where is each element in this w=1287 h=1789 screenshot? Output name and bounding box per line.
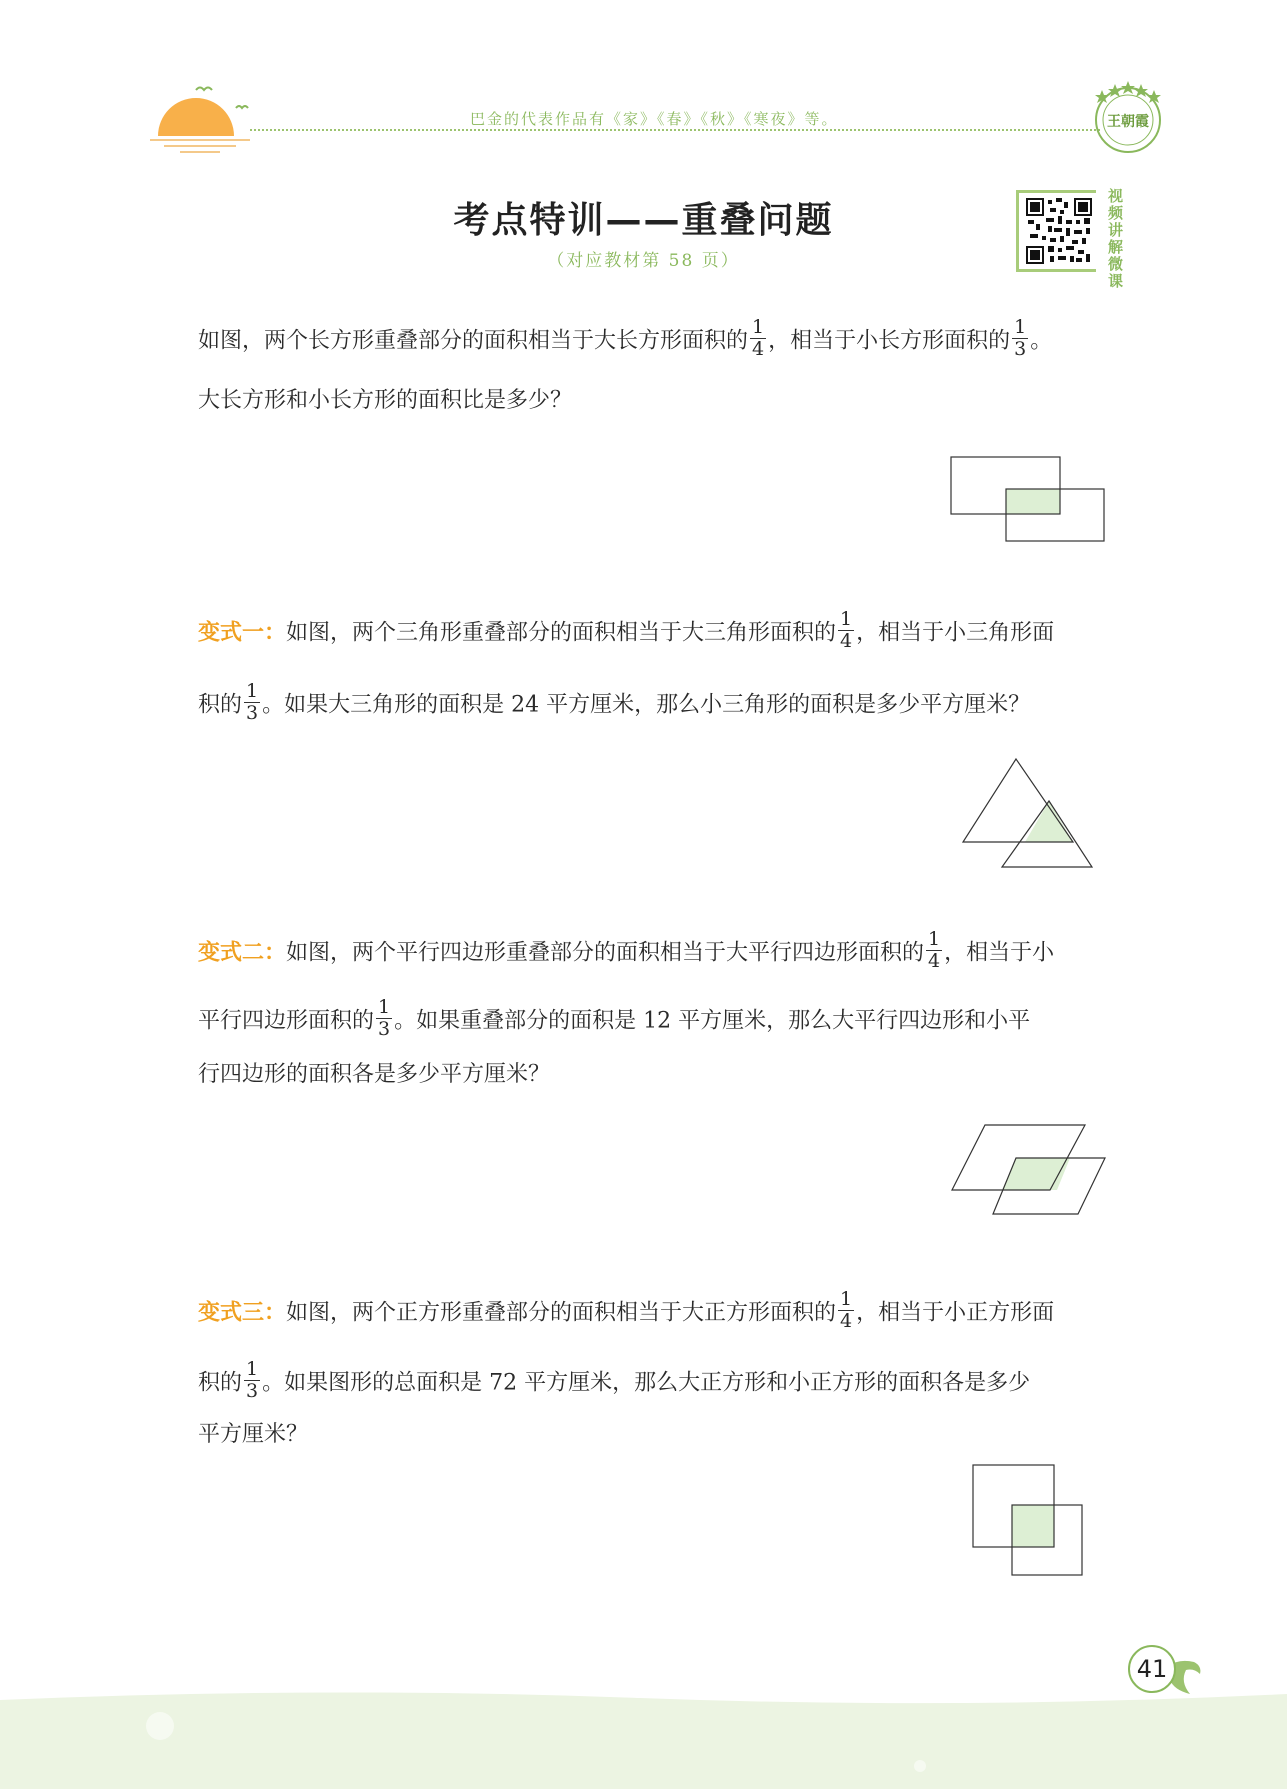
variant-1-label: 变式一： [198,620,287,646]
fraction-one-third: $\frac{1}{3}$ [246,1358,259,1402]
problem-4-line-2: 积的 $\frac{1}{3}$ 。如果图形的总面积是 72 平方厘米，那么大正方形和小正方形的面积各是多少 [198,1358,1031,1402]
badge-text: 王朝霞 [1107,114,1149,130]
overlapping-triangles-figure [960,756,1096,870]
problem-1-text-a: 如图，两个长方形重叠部分的面积相当于大长方形面积的 [198,328,749,354]
brand-badge-icon [1088,76,1168,156]
problem-2-line-2: 积的 $\frac{1}{3}$ 。如果大三角形的面积是 24 平方厘米，那么小三角形的面积是多少平方厘米？ [198,680,1031,724]
page-subtitle: （对应教材第 58 页） [547,251,740,271]
overlapping-parallelograms-figure [950,1122,1110,1216]
problem-1-text-b: ，相当于小长方形面积的 [768,328,1011,354]
fraction-one-fourth: $\frac{1}{4}$ [928,928,941,972]
fraction-one-fourth: $\frac{1}{4}$ [840,608,853,652]
header-quote: 巴金的代表作品有《家》《春》《秋》《寒夜》等。 [470,110,839,128]
problem-2: 变式一：如图，两个三角形重叠部分的面积相当于大三角形面积的 $\frac{1}{4}$ ，相当于小三角形面 [198,608,1055,652]
problem-4: 变式三：如图，两个正方形重叠部分的面积相当于大正方形面积的 $\frac{1}{4}$ ，相当于小正方形面 [198,1288,1055,1332]
problem-1: 如图，两个长方形重叠部分的面积相当于大长方形面积的 $\frac{1}{4}$ ，相当于小长方形面积的 $\frac{1}{3}$ 。 [198,316,1053,360]
fraction-one-third: $\frac{1}{3}$ [246,680,259,724]
qr-code-icon[interactable] [1026,198,1092,264]
overlapping-squares-figure [970,1462,1086,1578]
problem-3-line-3: 行四边形的面积各是多少平方厘米？ [198,1062,551,1087]
fraction-one-third: $\frac{1}{3}$ [378,996,391,1040]
variant-3-label: 变式三： [198,1300,287,1326]
page-title: 考点特训——重叠问题 [453,200,834,241]
problem-3: 变式二：如图，两个平行四边形重叠部分的面积相当于大平行四边形面积的 $\frac{1}{4}$ ，相当于小 [198,928,1055,972]
qr-label: 视频讲解微课 [1108,187,1124,290]
page-number: 41 [1128,1645,1176,1693]
problem-3-line-2: 平行四边形面积的 $\frac{1}{3}$ 。如果重叠部分的面积是 12 平方厘米，那么大平行四边形和小平 [198,996,1031,1040]
variant-2-label: 变式二： [198,940,287,966]
fraction-one-fourth: $\frac{1}{4}$ [840,1288,853,1332]
fraction-one-fourth: $\frac{1}{4}$ [752,316,765,360]
header-divider [250,129,1100,131]
footer-background [0,1686,1287,1789]
overlapping-rectangles-figure [948,454,1108,544]
problem-4-line-3: 平方厘米？ [198,1422,309,1447]
problem-1-line-2: 大长方形和小长方形的面积比是多少？ [198,388,573,413]
fraction-one-third: $\frac{1}{3}$ [1014,316,1027,360]
sun-logo-icon [150,78,260,154]
